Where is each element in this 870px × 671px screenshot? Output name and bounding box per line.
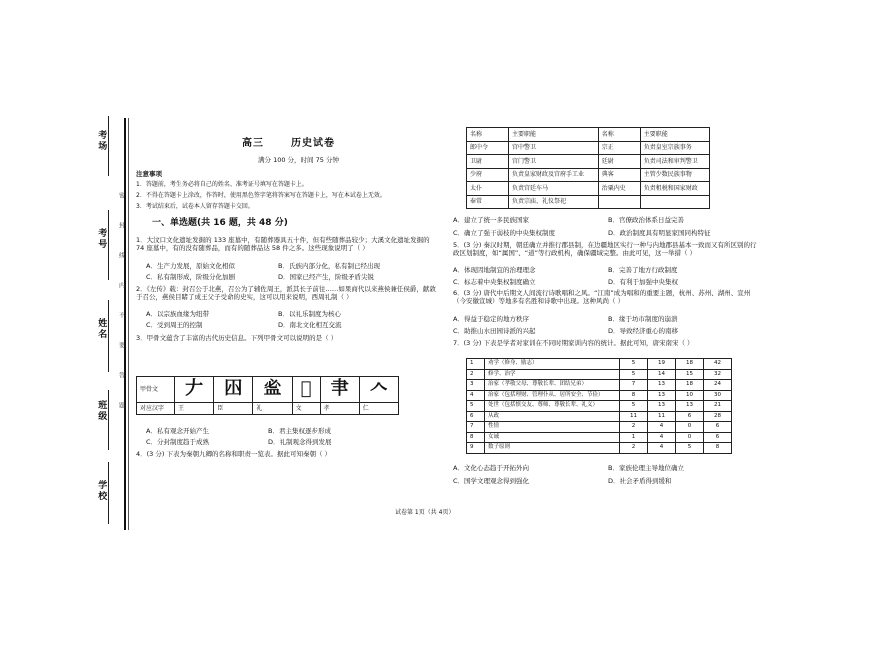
officials-cell: 奉常: [467, 195, 509, 209]
exam-meta: 满分 100 分，时间 75 分钟: [258, 156, 339, 164]
oracle-char: 王: [175, 403, 214, 415]
margin-label-name: 姓名: [96, 318, 107, 340]
page-footer: 试卷第 1页（共 4页）: [395, 509, 455, 516]
question-5-option-d[interactable]: D．有利于加强中央集权: [608, 278, 679, 286]
question-1-option-c[interactable]: C．私有制形成，阶级分化加剧: [146, 273, 236, 281]
stats-count: 0: [676, 432, 704, 443]
stats-index: 4: [467, 390, 485, 401]
stats-index: 2: [467, 369, 485, 380]
stats-count: 4: [648, 432, 676, 443]
stats-count: 5: [620, 369, 648, 380]
officials-cell: 郎中令: [467, 141, 509, 155]
seal-char: 内: [117, 282, 125, 288]
officials-cell: 主要职能: [509, 128, 599, 142]
officials-cell: 负责司法和审判警卫: [640, 155, 709, 169]
stats-row: [467, 401, 732, 412]
question-2-option-c[interactable]: C．受到周王的控制: [146, 321, 203, 329]
seal-char: 线: [117, 252, 125, 258]
notice-item: 3．考试结束后，试卷本人留存答题卡交回。: [136, 203, 254, 210]
stats-index: 5: [467, 401, 485, 412]
officials-cell: 名称: [598, 128, 640, 142]
officials-cell: 治粟内史: [598, 182, 640, 196]
officials-cell: 太仆: [467, 182, 509, 196]
question-6-option-a[interactable]: A．得益于稳定的地方秩序: [453, 315, 529, 323]
stats-count: 30: [704, 390, 732, 401]
class-field[interactable]: [108, 390, 109, 450]
seal-char: 密: [117, 192, 125, 198]
oracle-glyph: 𦘒: [320, 377, 359, 403]
officials-cell: [640, 195, 709, 209]
question-6-option-b[interactable]: B．缘于坊市制度的崩溃: [608, 315, 678, 323]
stats-count: 14: [648, 369, 676, 380]
oracle-glyph: 𢑚: [292, 377, 320, 403]
question-5-option-c[interactable]: C．标志着中央集权制度确立: [453, 278, 536, 286]
officials-row: [467, 168, 710, 182]
stats-row: [467, 359, 732, 370]
stats-category: 性情: [485, 422, 620, 433]
officials-cell: 少府: [467, 168, 509, 182]
stats-count: 13: [676, 401, 704, 412]
stats-count: 1: [620, 432, 648, 443]
exam-number-field[interactable]: [108, 210, 109, 280]
question-7-option-a[interactable]: A．文化心态趋于开拓外向: [453, 464, 529, 472]
officials-cell: 宫中警卫: [509, 141, 599, 155]
question-6-option-d[interactable]: D．导致经济重心的南移: [608, 327, 679, 335]
stats-count: 19: [648, 359, 676, 370]
subject-label: 历史试卷: [290, 138, 335, 149]
stats-count: 2: [620, 443, 648, 454]
stats-count: 8: [704, 443, 732, 454]
stats-row: [467, 432, 732, 443]
stats-count: 24: [704, 380, 732, 391]
seal-char: 答: [117, 372, 125, 378]
stats-count: 11: [620, 411, 648, 422]
question-1-option-a[interactable]: A．生产力发展，原始文化相似: [146, 262, 235, 270]
school-field[interactable]: [108, 462, 109, 524]
officials-cell: 名称: [467, 128, 509, 142]
officials-header-row: [467, 128, 710, 142]
stats-count: 6: [704, 422, 732, 433]
officials-row: [467, 182, 710, 196]
question-6-stem: 6．(3 分) 唐代中后期文人间流行诗歌唱和之风。“江南”成为唱和的重要主题，杭州、苏州、湖州、宣州（今安徽宣城）等地多有名胜和诗歌中出现。这种风尚（ ）: [453, 289, 751, 306]
stats-row: [467, 369, 732, 380]
name-field[interactable]: [108, 300, 109, 372]
stats-count: 6: [704, 432, 732, 443]
officials-cell: 主管少数民族事物: [640, 168, 709, 182]
stats-index: 9: [467, 443, 485, 454]
question-3-option-a[interactable]: A．私有观念开始产生: [146, 427, 209, 435]
stats-index: 1: [467, 359, 485, 370]
stats-row: [467, 411, 732, 422]
question-6-option-c[interactable]: C．助推山水田园诗派的兴起: [453, 327, 536, 335]
officials-cell: 廷尉: [598, 155, 640, 169]
stats-count: 6: [676, 411, 704, 422]
stats-count: 18: [676, 359, 704, 370]
question-4-option-d[interactable]: D．政治制度具有明显家国同构特征: [608, 229, 711, 237]
stats-count: 5: [620, 401, 648, 412]
stats-index: 6: [467, 411, 485, 422]
binding-line-inner: [128, 118, 129, 530]
question-5-stem: 5．(3 分) 秦汉时期，朝廷确立并推行郡县制，在边疆地区实行一种与内地郡县基本一致而又有所区别的行政区划制度，如“属国”、“道”等行政机构，确保疆域完整。由此可见，这一举措（ ）: [453, 241, 757, 258]
stats-row: [467, 422, 732, 433]
officials-cell: 负责皇室宗族事务: [640, 141, 709, 155]
officials-cell: 卫尉: [467, 155, 509, 169]
stats-index: 3: [467, 380, 485, 391]
question-2-option-a[interactable]: A．以宗族血缘为纽带: [146, 310, 209, 318]
margin-label-exam-number: 考号: [96, 228, 107, 250]
stats-count: 11: [648, 411, 676, 422]
question-1-stem: 1．大汶口文化遗址发掘的 133 座墓中，有随葬器具五十件，但有些随葬品较少；大溪文化遗址发掘的 74 座墓中，有的没有随葬品，而有的随葬品达 58 件之多。这些现象说明了（ ）: [136, 236, 430, 253]
seal-char: 不: [117, 312, 125, 318]
stats-index: 7: [467, 422, 485, 433]
stats-category: 女诫: [485, 432, 620, 443]
stats-count: 5: [620, 359, 648, 370]
section-title: 一、单选题(共 16 题，共 48 分): [152, 218, 288, 228]
notice-item: 2．不得在答题卡上涂改，作答时，使用黑色签字笔将答案写在答题卡上，写在本试卷上无效。: [136, 192, 386, 199]
officials-cell: 典客: [598, 168, 640, 182]
question-7-option-c[interactable]: C．国学文理观念得到强化: [453, 477, 530, 485]
stats-count: 7: [620, 380, 648, 391]
margin-label-class: 班级: [96, 400, 107, 422]
stats-category: 从政: [485, 411, 620, 422]
officials-table: [466, 127, 710, 209]
stats-category: 治家（包括理财、管理仆从、居所安全、节俭）: [485, 390, 620, 401]
oracle-glyph: 𠂇: [175, 377, 214, 403]
oracle-glyph: 𡆧: [214, 377, 253, 403]
stats-count: 0: [676, 422, 704, 433]
stats-category: 治家（孝敬父母、尊敬长辈、团结兄弟）: [485, 380, 620, 391]
question-5-option-a[interactable]: A．体现因地制宜的治理理念: [453, 266, 536, 274]
oracle-glyph: 𥁑: [253, 377, 292, 403]
question-2-stem: 2．《左传》载：封召公于北燕，召公为了辅佐周王，派其长子前往……如果商代以来燕侯兼任侯爵，献敦于召公，燕侯目睹了成王父子受命的史实，这可以用来说明，西周礼制（ ）: [136, 285, 436, 302]
officials-cell: [598, 195, 640, 209]
stats-count: 28: [704, 411, 732, 422]
family-instruction-stats-table: [466, 358, 732, 454]
question-2-option-d[interactable]: D．南北文化相互交流: [278, 321, 342, 329]
question-3-option-d[interactable]: D．礼制观念得到发展: [268, 438, 332, 446]
stats-count: 10: [676, 390, 704, 401]
officials-cell: 宫门警卫: [509, 155, 599, 169]
officials-cell: 负责宗庙、礼仪祭祀: [509, 195, 599, 209]
stats-category: 劝学（修身、励志）: [485, 359, 620, 370]
question-4-option-c[interactable]: C．确立了强干弱枝的中央集权制度: [453, 229, 556, 237]
officials-cell: 负责皇家财政及宫府手工业: [509, 168, 599, 182]
seal-char: 要: [117, 342, 125, 348]
exam-room-field[interactable]: [108, 116, 109, 176]
officials-cell: 负责宫廷车马: [509, 182, 599, 196]
officials-cell: 负责租税和国家财政: [640, 182, 709, 196]
question-4-option-a[interactable]: A．建立了统一多民族国家: [453, 216, 529, 224]
officials-cell: 宗正: [598, 141, 640, 155]
binding-line: [124, 118, 126, 530]
notice-item: 1．答题前，考生务必将自己的姓名、准考证号填写在答题卡上。: [136, 181, 308, 188]
notice-title: 注意事项: [136, 170, 162, 178]
stats-count: 4: [648, 422, 676, 433]
officials-row: [467, 195, 710, 209]
seal-char: 封: [117, 222, 125, 228]
question-2-option-b[interactable]: B．以礼乐制度为核心: [278, 310, 341, 318]
stats-count: 13: [648, 380, 676, 391]
question-1-option-b[interactable]: B．氏族内部分化，私有制已经出现: [278, 262, 380, 270]
stats-row: [467, 390, 732, 401]
oracle-bone-table: [136, 376, 399, 415]
stats-index: 8: [467, 432, 485, 443]
oracle-header-char: 对应汉字: [137, 403, 175, 415]
stats-row: [467, 380, 732, 391]
oracle-char: 礼: [253, 403, 292, 415]
margin-label-school: 学校: [96, 480, 107, 502]
oracle-char: 臣: [214, 403, 253, 415]
page-title: [242, 138, 335, 151]
question-7-option-d[interactable]: D．社会矛盾得到缓和: [608, 477, 672, 485]
question-7-stem: 7．(3 分) 下表是学者对家训在不同时期家训内容的统计。据此可知，唐宋南宋（ ）: [453, 339, 694, 347]
officials-row: [467, 155, 710, 169]
question-5-option-b[interactable]: B．完善了地方行政制度: [608, 266, 678, 274]
grade-label: 高三: [242, 138, 264, 149]
stats-count: 13: [648, 401, 676, 412]
stats-count: 21: [704, 401, 732, 412]
stats-count: 5: [676, 443, 704, 454]
stats-row: [467, 443, 732, 454]
stats-count: 18: [676, 380, 704, 391]
question-3-stem: 3．甲骨文蕴含了丰富的古代历史信息。下列甲骨文可以说明的是（ ）: [136, 334, 338, 342]
stats-category: 数子原则: [485, 443, 620, 454]
question-4-stem: 4．(3 分) 下表为秦朝九卿的名称和职责一览表。据此可知秦朝（ ）: [136, 450, 332, 458]
stats-category: 处世（包括慎交友、尊师、尊敬长辈、礼义）: [485, 401, 620, 412]
stats-count: 15: [676, 369, 704, 380]
question-1-option-d[interactable]: D．国家已经产生，阶级矛盾尖锐: [278, 273, 375, 281]
question-3-option-c[interactable]: C．分封制度趋于成熟: [146, 438, 210, 446]
stats-count: 42: [704, 359, 732, 370]
oracle-header-glyph: 甲骨文: [137, 377, 175, 403]
stats-count: 8: [620, 390, 648, 401]
officials-row: [467, 141, 710, 155]
stats-count: 32: [704, 369, 732, 380]
stats-count: 2: [620, 422, 648, 433]
question-4-option-b[interactable]: B．官僚政治体系日益完善: [608, 216, 684, 224]
question-7-option-b[interactable]: B．家族伦理主导地位确立: [608, 464, 684, 472]
oracle-char: 孝: [320, 403, 359, 415]
question-3-option-b[interactable]: B．君主集权逐步形成: [268, 427, 331, 435]
stats-count: 13: [648, 390, 676, 401]
oracle-char: 文: [292, 403, 320, 415]
oracle-char: 仁: [359, 403, 398, 415]
margin-label-exam-room: 考场: [96, 130, 107, 152]
officials-cell: 主要职能: [640, 128, 709, 142]
oracle-glyph: 𠆢: [359, 377, 398, 403]
stats-count: 4: [648, 443, 676, 454]
seal-char: 题: [117, 402, 125, 408]
stats-category: 修学、治学: [485, 369, 620, 380]
